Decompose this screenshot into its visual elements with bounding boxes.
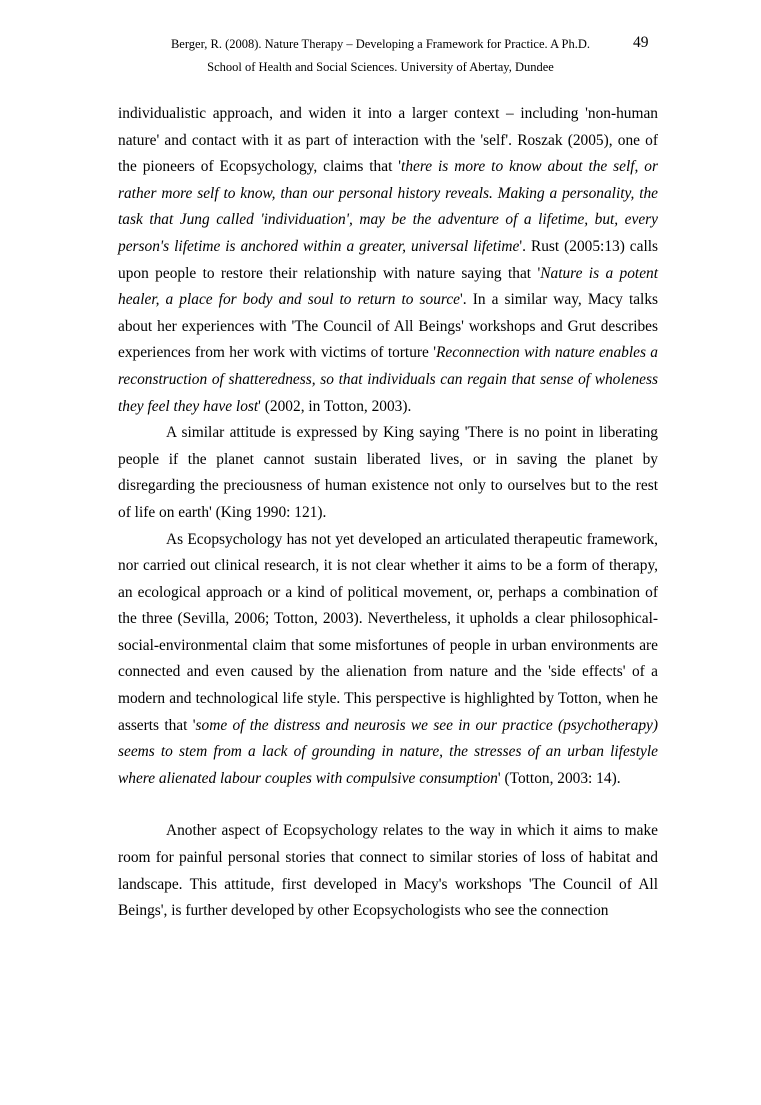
page-number: 49 — [633, 34, 649, 51]
body-text — [118, 101, 658, 925]
text-segment: '. Rust (2005:13) calls upon people to restore their relationship with nature saying that ' — [118, 237, 658, 282]
quote-roszak: there is more to know about the self, or rather more self to know, than our personal history reveals. Making a personality, the task that Jung called 'individuation', may be the adventure of a lifetime, but, every person's lifetime is anchored within a greater, universal lifetime — [118, 158, 658, 255]
text-segment: '. In a similar way, Macy talks about her experiences with 'The Council of All Beings' workshops and Grut describes experiences from her work with victims of torture ' — [118, 291, 659, 362]
text-segment: ' (2002, in Totton, 2003). — [258, 397, 412, 415]
quote-rust: Nature is a potent healer, a place for body and soul to return to source — [118, 264, 659, 309]
paragraph-totton — [118, 527, 658, 793]
text-segment: individualistic approach, and widen it into a larger context – including 'non-human nature' and contact with it as part of interaction with the 'self'. Roszak (2005), one of the pioneers of Ecopsychology, claims that ' — [118, 105, 658, 176]
quote-grut: Reconnection with nature enables a reconstruction of shatteredness, so that individuals can regain that sense of wholeness they feel they have lost — [118, 344, 658, 415]
quote-totton: some of the distress and neurosis we see in our practice (psychotherapy) seems to stem from a lack of grounding in nature, the stresses of an urban lifestyle where alienated labour couples with compulsive consumption — [118, 716, 658, 787]
text-segment: ' (Totton, 2003: 14). — [497, 769, 621, 787]
running-header-institution: School of Health and Social Sciences. University of Abertay, Dundee — [207, 60, 554, 74]
paragraph-roszak-rust-macy — [118, 101, 658, 420]
running-header-citation: Berger, R. (2008). Nature Therapy – Developing a Framework for Practice. A Ph.D. — [170, 37, 591, 51]
paragraph-personal-stories: Another aspect of Ecopsychology relates to the way in which it aims to make room for painful personal stories that connect to similar stories of loss of habitat and landscape. This attitude, first developed in Macy's workshops 'The Council of All Beings', is further developed by other Ecopsychologists who see the connection — [118, 822, 658, 920]
text-segment: As Ecopsychology has not yet developed an articulated therapeutic framework, nor carried out clinical research, it is not clear whether it aims to be a form of therapy, an ecological approach or a kind of political movement, or, perhaps a combination of the three (Sevilla, 2006; Totton, 2003). Nevertheless, it upholds a clear philosophical-social-environmental claim that some misfortunes of people in urban environments are connected and even caused by the alienation from nature and the 'side effects' of a modern and technological life style. This perspective is highlighted by Totton, when he asserts that ' — [118, 530, 658, 734]
paragraph-king: A similar attitude is expressed by King saying 'There is no point in liberating people if the planet cannot sustain liberated lives, or in saving the planet by disregarding the preciousness of human existence not only to ourselves but to the rest of life on earth' (King 1990: 121). — [118, 424, 658, 521]
